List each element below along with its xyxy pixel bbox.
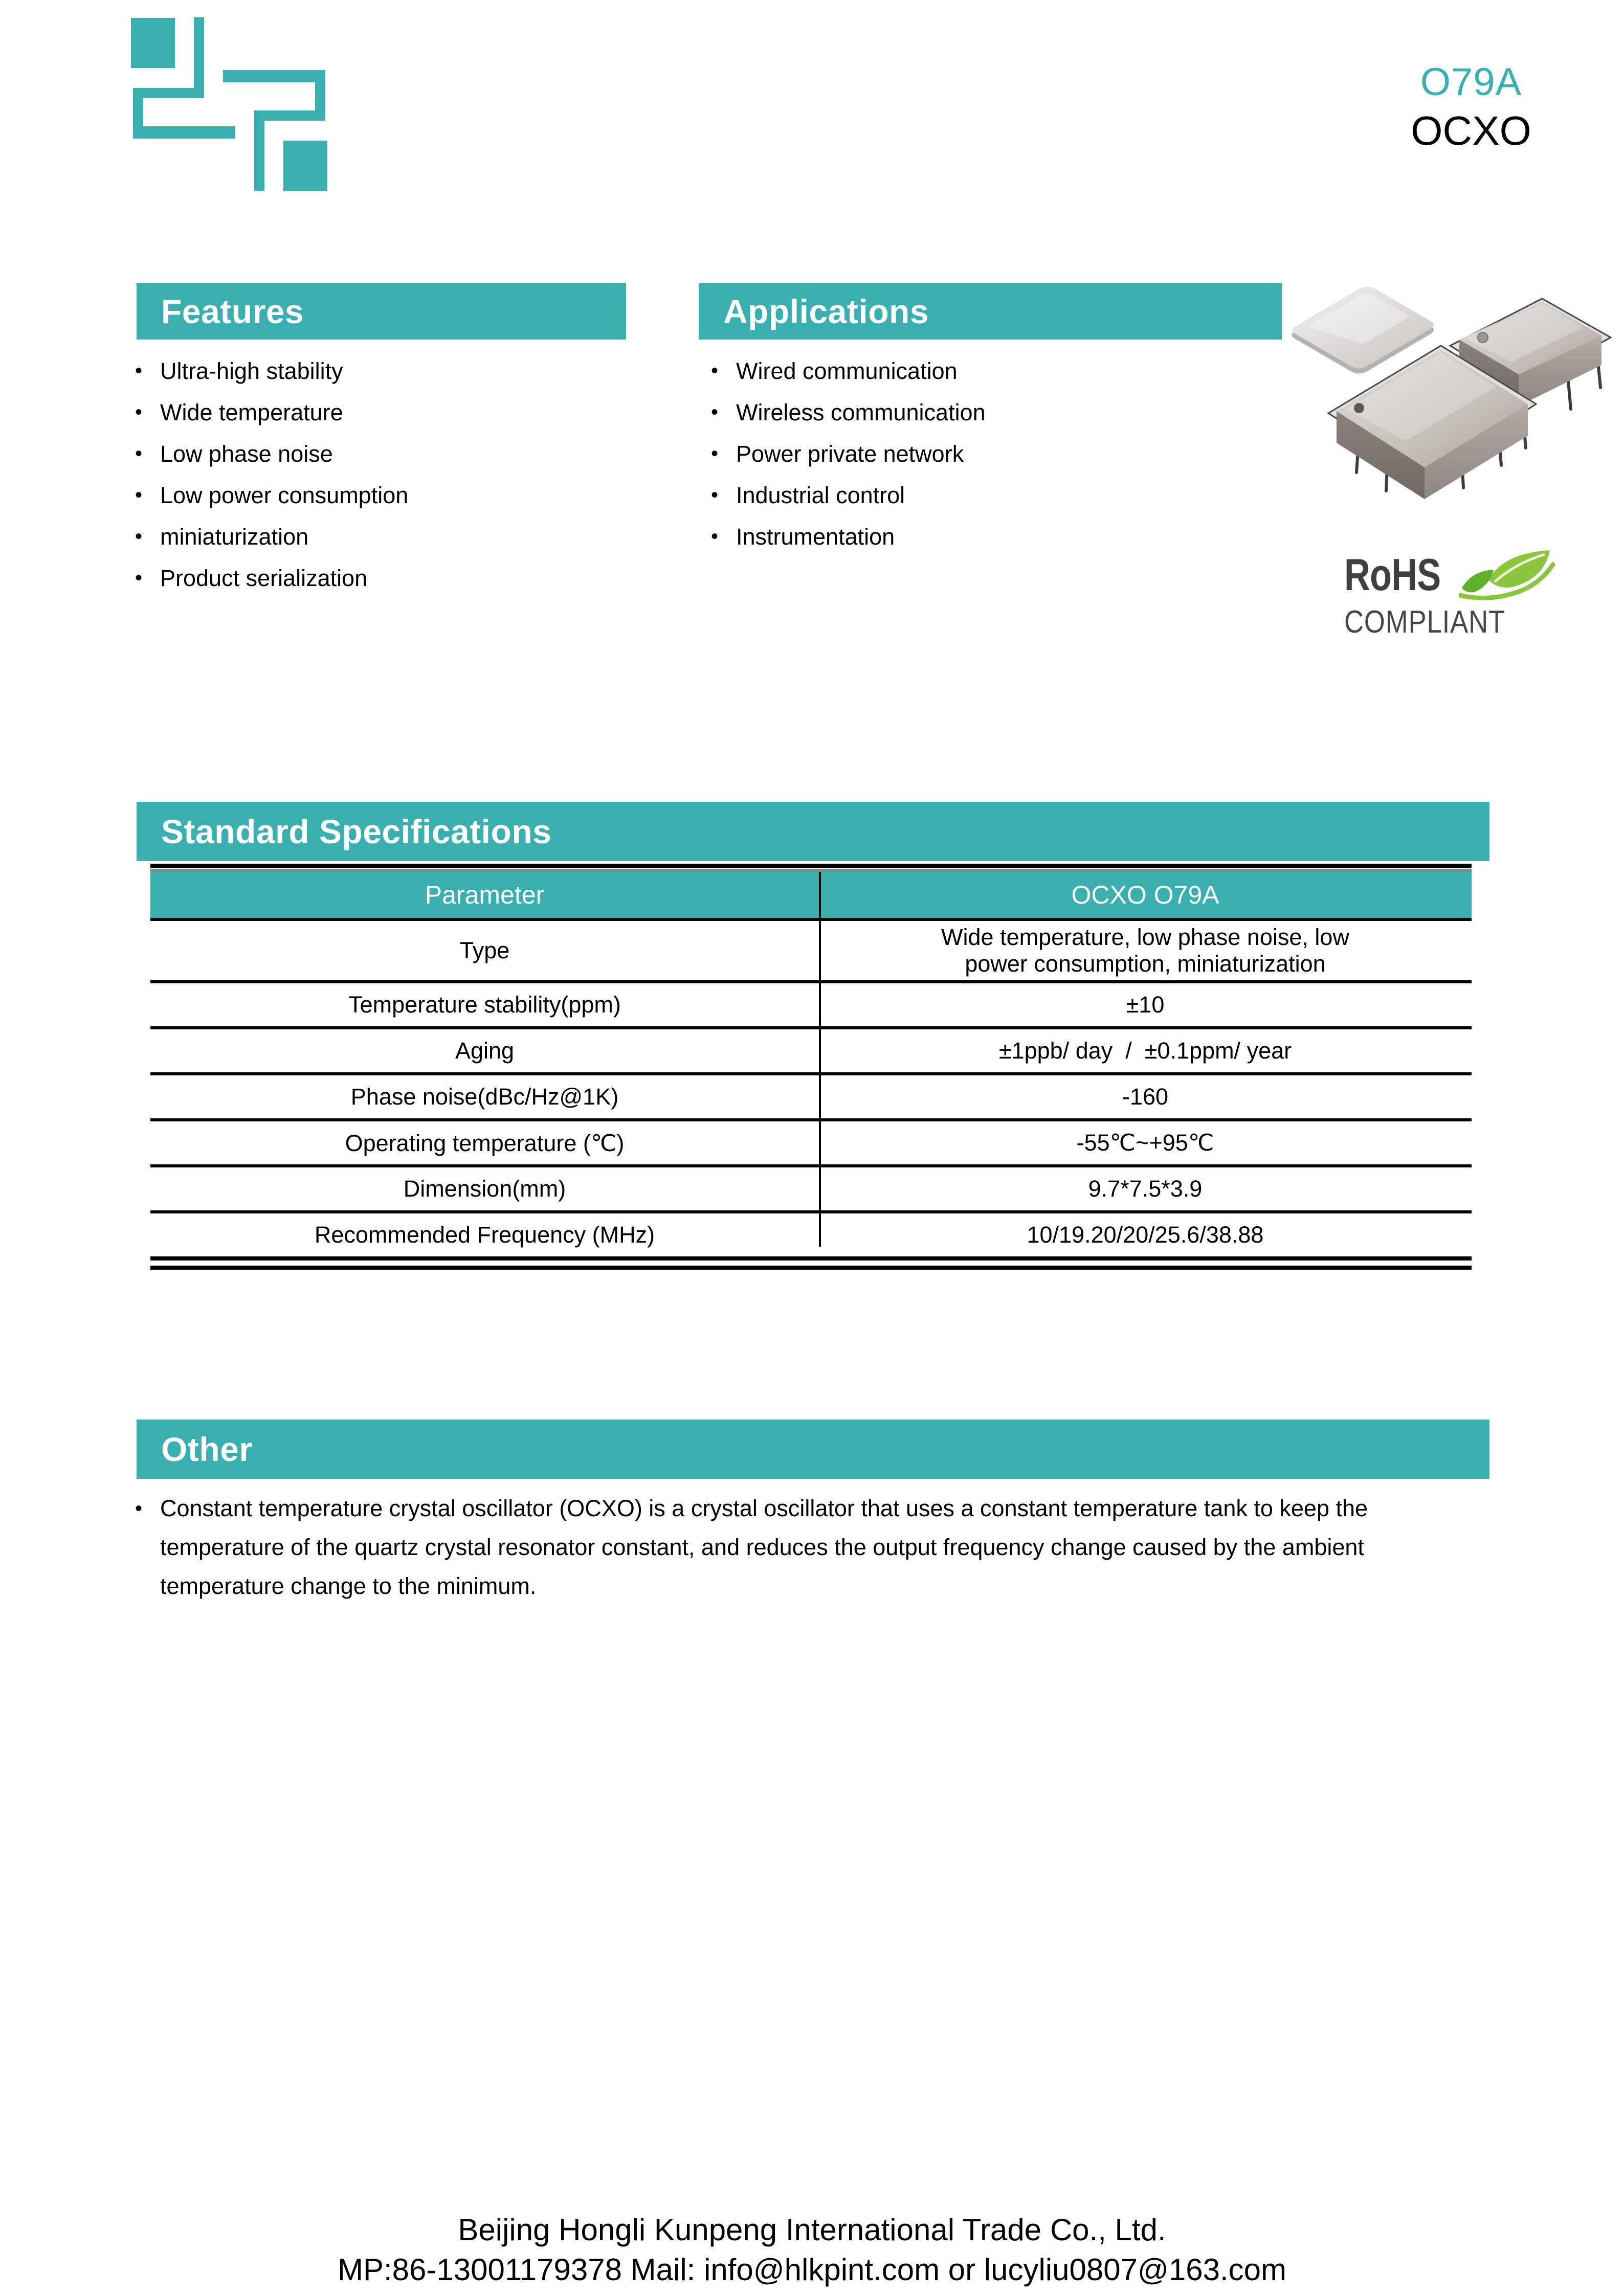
bullet-icon: • [135, 359, 143, 382]
bullet-icon: • [135, 525, 143, 548]
list-item [135, 350, 647, 392]
specs-title: Standard Specifications [161, 813, 552, 850]
spec-row [150, 921, 1472, 980]
list-item-label: Ultra-high stability [160, 357, 343, 384]
spec-value: 9.7*7.5*3.9 [1088, 1176, 1203, 1202]
bullet-icon: • [711, 484, 719, 506]
bullet-icon: • [135, 442, 143, 465]
oscillator-package-gray [1292, 287, 1434, 374]
spec-row [150, 1072, 1472, 1118]
spec-value: ±1ppb/ day / ±0.1ppm/ year [998, 1038, 1292, 1064]
spec-value: ±10 [1126, 992, 1165, 1018]
spec-parameter: Dimension(mm) [403, 1176, 566, 1202]
list-item-label: Power private network [736, 440, 964, 467]
list-item [711, 433, 1274, 475]
list-item-label: Industrial control [736, 482, 905, 508]
spec-row [150, 1026, 1472, 1072]
product-type: OCXO [1411, 108, 1531, 153]
list-item [711, 516, 1274, 557]
list-item-label: Low power consumption [160, 482, 409, 508]
bullet-icon: • [135, 1497, 143, 1520]
list-item [135, 516, 647, 557]
spec-parameter: Recommended Frequency (MHz) [314, 1222, 655, 1248]
company-logo-icon [130, 15, 330, 193]
spec-row [150, 1164, 1472, 1210]
list-item [711, 392, 1274, 433]
bullet-icon: • [711, 442, 719, 465]
applications-title: Applications [723, 292, 929, 330]
features-title: Features [161, 292, 304, 330]
table-column-divider [819, 872, 821, 1247]
features-list [135, 350, 647, 599]
leaf-icon [1459, 548, 1556, 604]
spec-parameter: Temperature stability(ppm) [348, 992, 621, 1018]
spec-parameter: Type [459, 937, 510, 963]
bullet-icon: • [135, 484, 143, 506]
table-top-border [150, 864, 1472, 868]
bullet-icon: • [711, 359, 719, 382]
spec-value: -160 [1122, 1084, 1169, 1110]
features-section-header [137, 283, 626, 340]
list-item [135, 433, 647, 475]
applications-section-header [699, 283, 1282, 340]
bullet-icon: • [135, 567, 143, 589]
spec-parameter: Operating temperature (℃) [345, 1130, 625, 1156]
spec-parameter: Phase noise(dBc/Hz@1K) [350, 1084, 619, 1110]
list-item-label: Wired communication [736, 357, 958, 384]
other-title: Other [161, 1430, 253, 1468]
list-item [135, 392, 647, 433]
other-paragraph [135, 1489, 1485, 1606]
list-item [135, 557, 647, 599]
other-text: Constant temperature crystal oscillator (OCXO) is a crystal oscillator that uses a constant temperature tank to keep the temperature of the quartz crystal resonator constant, and reduces the output frequency change caused by the ambient temperature change to the minimum. [160, 1495, 1368, 1599]
list-item [135, 475, 647, 516]
spec-value: -55℃~+95℃ [1076, 1130, 1214, 1156]
rohs-subtitle: COMPLIANT [1344, 604, 1506, 640]
product-package-images [1281, 270, 1619, 510]
list-item-label: miniaturization [160, 523, 309, 550]
spec-value: 10/19.20/20/25.6/38.88 [1027, 1222, 1264, 1248]
spec-value: Wide temperature, low phase noise, low power consumption, miniaturization [941, 924, 1356, 977]
page-footer [0, 2210, 1624, 2290]
list-item-label: Wide temperature [160, 399, 343, 425]
other-section-header [137, 1420, 1489, 1479]
table-body [150, 921, 1472, 1256]
spec-parameter: Aging [455, 1038, 515, 1064]
column-header-model: OCXO O79A [1071, 881, 1219, 909]
list-item [711, 350, 1274, 392]
list-item-label: Low phase noise [160, 440, 333, 467]
specs-section-header [137, 802, 1489, 861]
table-bottom-border-2 [150, 1266, 1472, 1270]
spec-row [150, 1210, 1472, 1256]
list-item-label: Product serialization [160, 565, 368, 591]
product-header [1389, 60, 1553, 154]
list-item-label: Instrumentation [736, 523, 895, 550]
spec-row [150, 1118, 1472, 1164]
rohs-title: RoHS [1344, 549, 1441, 600]
company-name: Beijing Hongli Kunpeng International Trade Co., Ltd. [458, 2213, 1166, 2247]
table-bottom-border [150, 1256, 1472, 1260]
table-header-row [150, 872, 1472, 918]
applications-list [711, 350, 1274, 557]
bullet-icon: • [135, 401, 143, 423]
contact-info: MP:86-13001179378 Mail: info@hlkpint.com or lucyliu0807@163.com [337, 2253, 1287, 2287]
column-header-parameter: Parameter [425, 881, 545, 909]
product-code: O79A [1420, 60, 1522, 104]
spec-row [150, 980, 1472, 1026]
spec-table [150, 864, 1472, 1270]
list-item-label: Wireless communication [736, 399, 986, 425]
bullet-icon: • [711, 525, 719, 548]
bullet-icon: • [711, 401, 719, 423]
rohs-logo [1344, 551, 1579, 639]
list-item [711, 475, 1274, 516]
